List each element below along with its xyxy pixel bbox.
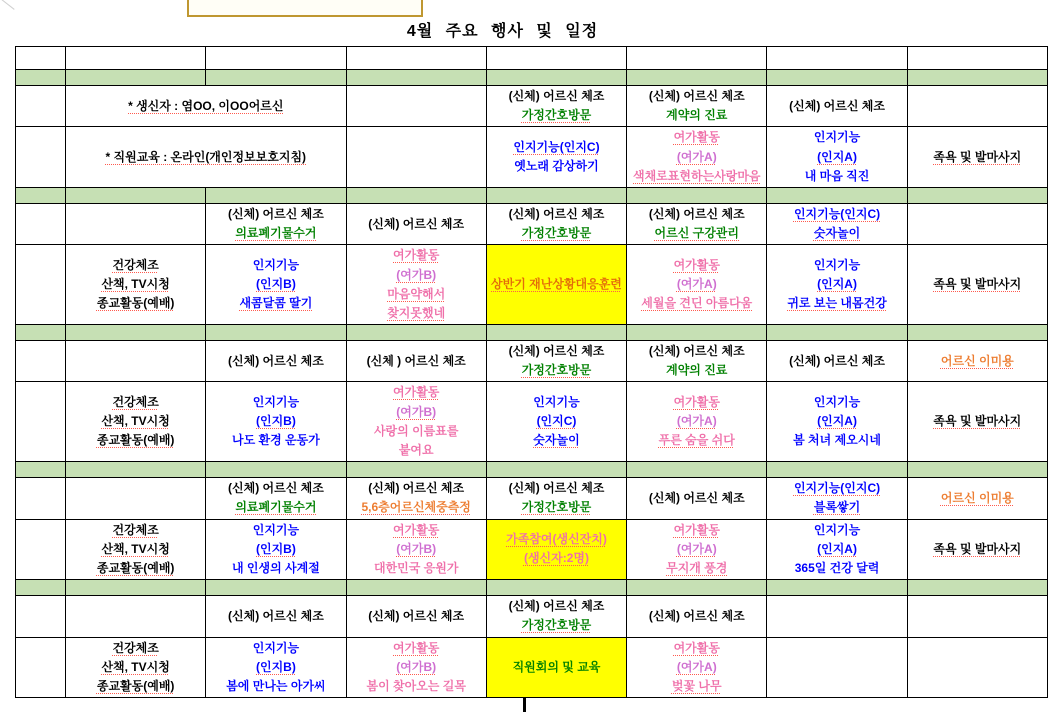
schedule-cell[interactable] (66, 478, 206, 519)
schedule-cell[interactable] (907, 382, 1047, 462)
schedule-cell[interactable] (627, 127, 767, 188)
event-text: (신체) 어르신 체조 (228, 353, 324, 368)
event-text: 어르신 이미용 (940, 353, 1014, 368)
event-text: 무지개 풍경 (666, 560, 728, 575)
event-text: 족욕 및 발마사지 (933, 414, 1022, 429)
event-text: (인지B) (256, 414, 296, 429)
event-text: 계약의 진료 (666, 363, 728, 378)
schedule-cell[interactable] (206, 382, 346, 462)
page-title: 4월 주요 행사 및 일정 (406, 23, 599, 40)
event-text: 직원회의 및 교육 (512, 659, 601, 674)
schedule-cell[interactable] (767, 519, 907, 580)
event-text: (여가A) (676, 659, 717, 674)
date-cell[interactable] (206, 187, 346, 203)
event-text: 가정간호방문 (521, 500, 592, 515)
event-text: 인지기능 (813, 395, 861, 410)
schedule-cell[interactable] (206, 245, 346, 325)
date-cell[interactable] (206, 462, 346, 478)
date-cell[interactable] (627, 70, 767, 86)
event-text: (신체) 어르신 체조 (368, 608, 465, 623)
schedule-cell[interactable] (346, 203, 486, 244)
date-cell[interactable] (907, 70, 1047, 86)
event-text: (신체) 어르신 체조 (508, 344, 605, 359)
date-row-label-cell[interactable] (16, 580, 66, 596)
event-text: 가정간호방문 (521, 618, 592, 633)
date-cell[interactable] (346, 70, 486, 86)
event-text: (생신자:2명) (523, 551, 589, 566)
schedule-cell[interactable] (66, 519, 206, 580)
event-text: (여가A) (676, 541, 717, 556)
schedule-cell[interactable] (206, 637, 346, 698)
day-header (627, 47, 767, 70)
event-text: 여가활동 (393, 248, 440, 263)
date-row-label-cell[interactable] (16, 462, 66, 478)
event-text: 벚꽃 나무 (671, 678, 722, 693)
row-label-morning (16, 596, 66, 637)
event-text: 산책, TV시청 (101, 277, 170, 292)
schedule-cell[interactable] (346, 382, 486, 462)
event-text: (여가B) (396, 267, 437, 282)
event-text: 365일 건강 달력 (794, 560, 880, 575)
event-text: (인지A) (817, 277, 857, 292)
schedule-cell[interactable] (907, 519, 1047, 580)
corner-header-cell[interactable] (16, 47, 66, 70)
event-text: 가정간호방문 (521, 108, 592, 123)
schedule-cell[interactable] (627, 245, 767, 325)
event-text: 인지기능 (252, 257, 300, 272)
date-row-label-cell[interactable] (16, 70, 66, 86)
date-cell[interactable] (206, 325, 346, 341)
event-text: 족욕 및 발마사지 (933, 149, 1022, 164)
event-text: (신체) 어르신 체조 (789, 353, 885, 368)
event-text: * 생신자 : 염OO, 이OO어르신 (128, 98, 284, 113)
date-cell[interactable] (907, 187, 1047, 203)
schedule-cell[interactable] (346, 245, 486, 325)
event-text: 산책, TV시청 (101, 414, 170, 429)
date-row-label-cell[interactable] (16, 325, 66, 341)
event-text: 여가활동 (673, 130, 720, 145)
date-cell[interactable] (486, 462, 626, 478)
schedule-cell[interactable] (346, 519, 486, 580)
date-cell[interactable] (66, 462, 206, 478)
event-text: 산책, TV시청 (101, 659, 170, 674)
event-text: (여가B) (396, 659, 437, 674)
event-text: 귀로 보는 내몸건강 (787, 296, 887, 311)
event-text: (인지C) (536, 414, 577, 429)
event-text: 찾지못했네 (387, 305, 446, 320)
event-text: 가족참여(생신잔치) (506, 532, 607, 547)
schedule-cell[interactable] (486, 245, 626, 325)
schedule-cell[interactable] (206, 596, 346, 637)
schedule-cell[interactable] (206, 341, 346, 382)
schedule-cell[interactable] (627, 478, 767, 519)
event-text: (신체) 어르신 체조 (648, 344, 745, 359)
event-text: 인지기능 (813, 522, 861, 537)
event-text: 건강체조 (112, 257, 159, 272)
event-text: (신체) 어르신 체조 (228, 206, 324, 221)
event-text: 인지기능 (252, 395, 300, 410)
schedule-cell[interactable] (486, 637, 626, 698)
schedule-cell[interactable] (346, 637, 486, 698)
day-header (907, 47, 1047, 70)
event-text: 여가활동 (393, 522, 440, 537)
schedule-cell[interactable] (66, 596, 206, 637)
event-text: (여가A) (676, 277, 717, 292)
day-header (66, 47, 206, 70)
event-text: 5,6층어르신체중측정 (361, 500, 471, 515)
cropped-top-textbox (187, 0, 423, 17)
row-label-afternoon (16, 637, 66, 698)
date-row-label-cell[interactable] (16, 187, 66, 203)
date-cell[interactable] (627, 187, 767, 203)
event-text: 의료폐기물수거 (235, 226, 317, 241)
date-cell[interactable] (346, 187, 486, 203)
scan-artifact-corner (1, 0, 14, 10)
schedule-cell[interactable] (206, 203, 346, 244)
date-cell[interactable] (627, 580, 767, 596)
event-text: (신체) 어르신 체조 (648, 608, 745, 623)
schedule-cell[interactable] (767, 382, 907, 462)
event-text: (신체) 어르신 체조 (508, 481, 605, 496)
schedule-cell[interactable] (486, 86, 626, 127)
schedule-cell[interactable] (206, 478, 346, 519)
schedule-cell[interactable] (486, 341, 626, 382)
event-text: (신체) 어르신 체조 (508, 89, 605, 103)
event-text: 대한민국 응원가 (373, 560, 459, 575)
schedule-cell[interactable] (767, 203, 907, 244)
event-text: 종교활동(예배) (96, 296, 175, 311)
event-text: 건강체조 (112, 522, 159, 537)
event-text: (신체) 어르신 체조 (228, 481, 324, 496)
date-cell[interactable] (907, 325, 1047, 341)
event-text: 가정간호방문 (521, 226, 592, 241)
calendar-table (15, 46, 1048, 698)
event-text: (여가A) (676, 149, 717, 164)
day-header (206, 47, 346, 70)
event-text: 계약의 진료 (666, 108, 728, 123)
date-cell[interactable] (346, 462, 486, 478)
schedule-cell[interactable] (907, 86, 1047, 127)
schedule-cell[interactable] (346, 127, 486, 188)
event-text: 여가활동 (673, 395, 720, 410)
event-text: 내 마음 직진 (804, 168, 870, 183)
event-text: 내 인생의 사계절 (232, 560, 320, 575)
schedule-cell[interactable] (627, 86, 767, 127)
day-header (767, 47, 907, 70)
event-text: (인지B) (256, 541, 296, 556)
date-cell[interactable] (206, 580, 346, 596)
event-text: 봄 처녀 제오시네 (793, 433, 881, 448)
event-text: (신체) 어르신 체조 (648, 89, 745, 103)
schedule-cell[interactable] (486, 519, 626, 580)
schedule-cell[interactable] (907, 127, 1047, 188)
event-text: 블록쌓기 (813, 500, 861, 515)
event-text: 마음약해서 (387, 286, 446, 301)
event-text: 인지기능 (533, 395, 580, 410)
event-text: (인지B) (256, 277, 296, 292)
event-text: 숫자놀이 (533, 433, 580, 448)
event-text: (신체 ) 어르신 체조 (366, 353, 466, 368)
event-text: 인지기능(인지C) (793, 481, 881, 496)
date-cell[interactable] (66, 70, 206, 86)
schedule-cell[interactable] (767, 245, 907, 325)
schedule-cell[interactable] (346, 341, 486, 382)
schedule-cell[interactable] (486, 596, 626, 637)
event-text: 인지기능 (813, 257, 861, 272)
schedule-cell[interactable] (907, 596, 1047, 637)
date-cell[interactable] (627, 462, 767, 478)
event-text: 건강체조 (112, 640, 159, 655)
date-cell[interactable] (486, 70, 626, 86)
event-text: 붙여요 (398, 443, 434, 457)
text-cursor (523, 698, 526, 712)
event-text: 종교활동(예배) (96, 678, 175, 693)
event-text: 여가활동 (673, 257, 720, 272)
row-label-morning (16, 341, 66, 382)
row-label-afternoon (16, 245, 66, 325)
row-label-afternoon (16, 382, 66, 462)
event-text: 숫자놀이 (813, 226, 861, 241)
schedule-cell[interactable] (346, 478, 486, 519)
schedule-cell[interactable] (486, 382, 626, 462)
schedule-cell[interactable] (767, 596, 907, 637)
event-text: (인지A) (817, 149, 857, 164)
schedule-cell[interactable] (767, 341, 907, 382)
schedule-cell[interactable] (66, 86, 347, 127)
date-cell[interactable] (767, 462, 907, 478)
date-cell[interactable] (486, 187, 626, 203)
schedule-cell[interactable] (627, 382, 767, 462)
event-text: 나도 환경 운동가 (232, 433, 320, 448)
event-text: 봄이 찾아오는 길목 (366, 678, 466, 693)
event-text: (신체) 어르신 체조 (648, 490, 745, 505)
row-label-afternoon (16, 519, 66, 580)
event-text: 어르신 이미용 (940, 490, 1014, 505)
date-cell[interactable] (486, 580, 626, 596)
event-text: (인지A) (817, 541, 857, 556)
event-text: * 직원교육 : 온라인(개인정보보호지침) (105, 149, 307, 164)
event-text: 건강체조 (112, 395, 159, 410)
event-text: 푸른 숨을 쉬다 (658, 433, 735, 448)
date-cell[interactable] (907, 580, 1047, 596)
event-text: (신체) 어르신 체조 (789, 98, 885, 113)
date-cell[interactable] (206, 70, 346, 86)
event-text: 인지기능 (252, 640, 300, 655)
schedule-cell[interactable] (767, 127, 907, 188)
event-text: (신체) 어르신 체조 (368, 481, 465, 496)
row-label-morning (16, 86, 66, 127)
day-header (346, 47, 486, 70)
schedule-cell[interactable] (907, 245, 1047, 325)
event-text: 종교활동(예배) (96, 433, 175, 448)
date-cell[interactable] (767, 70, 907, 86)
event-text: 여가활동 (673, 522, 720, 537)
event-text: 여가활동 (393, 640, 440, 655)
event-text: 의료폐기물수거 (235, 500, 317, 515)
schedule-cell[interactable] (627, 637, 767, 698)
schedule-cell[interactable] (66, 341, 206, 382)
date-cell[interactable] (486, 325, 626, 341)
event-text: (신체) 어르신 체조 (508, 206, 605, 221)
event-text: (여가B) (396, 404, 437, 419)
event-text: 인지기능(인지C) (793, 206, 881, 221)
schedule-cell[interactable] (627, 341, 767, 382)
schedule-cell[interactable] (346, 86, 486, 127)
schedule-cell[interactable] (907, 203, 1047, 244)
event-text: (신체) 어르신 체조 (368, 216, 465, 231)
schedule-cell[interactable] (486, 478, 626, 519)
event-text: 가정간호방문 (521, 363, 592, 378)
event-text: 여가활동 (673, 640, 720, 655)
date-cell[interactable] (627, 325, 767, 341)
row-label-afternoon (16, 127, 66, 188)
schedule-cell[interactable] (206, 519, 346, 580)
schedule-cell[interactable] (907, 478, 1047, 519)
event-text: 인지기능 (252, 522, 300, 537)
event-text: 옛노래 감상하기 (514, 159, 599, 174)
date-cell[interactable] (346, 580, 486, 596)
schedule-cell[interactable] (346, 596, 486, 637)
event-text: 인지기능 (813, 130, 861, 145)
schedule-cell[interactable] (627, 596, 767, 637)
event-text: 사랑의 이름표를 (373, 423, 459, 438)
schedule-cell[interactable] (767, 478, 907, 519)
event-text: 인지기능(인지C) (513, 139, 600, 154)
event-text: (여가A) (676, 414, 717, 429)
event-text: 종교활동(예배) (96, 560, 175, 575)
calendar-body (16, 47, 1048, 698)
date-cell[interactable] (907, 462, 1047, 478)
event-text: (신체) 어르신 체조 (648, 206, 745, 221)
schedule-cell[interactable] (907, 341, 1047, 382)
event-text: (인지A) (817, 414, 857, 429)
schedule-cell[interactable] (66, 637, 206, 698)
row-label-morning (16, 478, 66, 519)
schedule-cell[interactable] (66, 382, 206, 462)
day-header (486, 47, 626, 70)
schedule-cell[interactable] (66, 245, 206, 325)
event-text: (여가B) (396, 541, 437, 556)
date-cell[interactable] (66, 187, 206, 203)
row-label-morning (16, 203, 66, 244)
schedule-cell[interactable] (907, 637, 1047, 698)
schedule-cell[interactable] (627, 203, 767, 244)
schedule-cell[interactable] (66, 127, 347, 188)
date-cell[interactable] (767, 325, 907, 341)
event-text: 족욕 및 발마사지 (933, 541, 1022, 556)
event-text: (신체) 어르신 체조 (508, 599, 605, 614)
event-text: 색채로표현하는사랑마음 (633, 168, 761, 183)
schedule-cell[interactable] (767, 86, 907, 127)
event-text: 봄에 만나는 아가씨 (226, 678, 326, 693)
schedule-cell[interactable] (767, 637, 907, 698)
event-text: 새콤달콤 딸기 (239, 296, 313, 311)
event-text: 산책, TV시청 (101, 541, 170, 556)
schedule-cell[interactable] (627, 519, 767, 580)
event-text: 상반기 재난상황대응훈련 (491, 277, 622, 292)
event-text: 세월을 견딘 아름다움 (641, 296, 753, 311)
schedule-cell[interactable] (486, 203, 626, 244)
schedule-cell[interactable] (66, 203, 206, 244)
event-text: (인지B) (256, 659, 296, 674)
event-text: 족욕 및 발마사지 (933, 277, 1022, 292)
event-text: (신체) 어르신 체조 (228, 608, 324, 623)
event-text: 여가활동 (393, 385, 440, 400)
event-text: 어르신 구강관리 (654, 226, 739, 241)
date-cell[interactable] (66, 580, 206, 596)
date-cell[interactable] (767, 187, 907, 203)
date-cell[interactable] (346, 325, 486, 341)
date-cell[interactable] (66, 325, 206, 341)
date-cell[interactable] (767, 580, 907, 596)
schedule-cell[interactable] (486, 127, 626, 188)
